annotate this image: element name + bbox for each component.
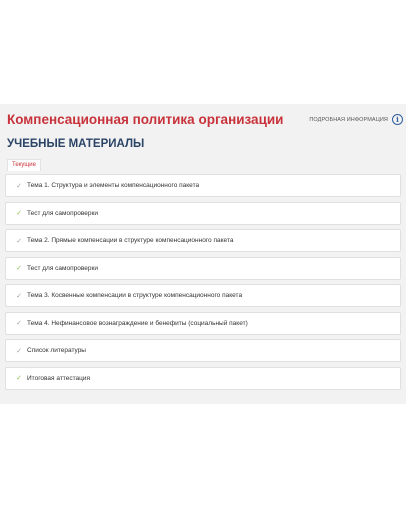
more-info-label: ПОДРОБНАЯ ИНФОРМАЦИЯ [309,116,388,123]
list-item[interactable] [5,257,401,280]
list-item-label: Список литературы [27,347,86,354]
list-item[interactable] [5,284,401,307]
materials-list [5,174,401,394]
check-icon: ✓ [16,347,22,355]
course-panel [0,104,406,404]
section-title: УЧЕБНЫЕ МАТЕРИАЛЫ [7,138,145,150]
info-icon[interactable]: i [392,114,403,125]
more-info-link[interactable] [309,114,403,125]
list-item[interactable] [5,229,401,252]
list-item-label: Тема 2. Прямые компенсации в структуре компенсационного пакета [27,237,234,244]
list-item[interactable] [5,339,401,362]
check-icon: ✓ [16,237,22,245]
list-item-label: Тест для самопроверки [27,209,98,217]
check-icon: ✓ [16,182,22,190]
check-icon: ✓ [16,375,22,382]
list-item-label: Итоговая аттестация [27,374,90,382]
list-item[interactable] [5,174,401,197]
list-item[interactable] [5,202,401,225]
list-item-label: Тема 4. Нефинансовое вознаграждение и бенефиты (социальный пакет) [27,319,248,327]
list-item[interactable] [5,312,401,335]
tab-current[interactable]: Текущие [7,159,41,171]
check-icon: ✓ [16,210,22,217]
list-item-label: Тема 3. Косвенные компенсации в структуре компенсационного пакета [27,292,243,299]
list-item[interactable] [5,367,401,390]
check-icon: ✓ [16,265,22,272]
check-icon: ✓ [16,292,22,300]
course-title: Компенсационная политика организации [7,112,284,127]
list-item-label: Тест для самопроверки [27,264,98,272]
list-item-label: Тема 1. Структура и элементы компенсационного пакета [27,182,200,189]
check-icon: ✓ [16,320,22,327]
